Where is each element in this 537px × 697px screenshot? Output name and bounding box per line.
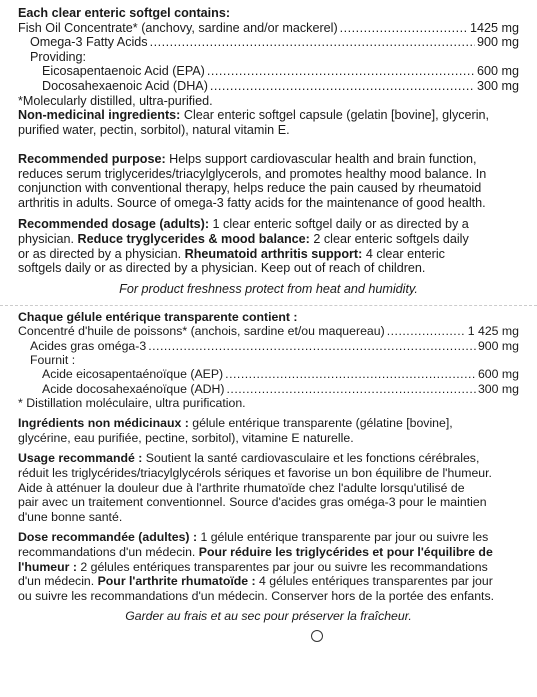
en-ingredient-row <box>18 79 519 94</box>
dosage-text: 4 gélules entériques transparentes par jour <box>255 574 493 589</box>
dosage-text: d'un médecin. <box>18 574 98 589</box>
dosage-sublabel: Rheumatoid arthritis support: <box>184 246 363 261</box>
dosage-sublabel: Pour réduire les triglycérides et pour l'équilibre de <box>198 544 493 559</box>
purpose-text: d'une bonne santé. <box>18 509 123 524</box>
dosage-text: 2 gélules entériques transparentes par jour ou suivre les recommandations <box>76 559 488 574</box>
nonmed-text: purified water, pectin, sorbitol), natural vitamin E. <box>18 122 290 137</box>
dot-leader <box>340 21 468 36</box>
purpose-text: arthritis in adults. Source of omega-3 fatty acids for the maintenance of good health. <box>18 196 486 211</box>
purpose-text: Helps support cardiovascular health and brain function, <box>165 151 477 166</box>
cursor-icon <box>311 630 323 642</box>
dosage-sublabel: l'humeur : <box>18 559 77 574</box>
dot-leader <box>210 79 475 94</box>
dosage-text: ou suivre les recommandations d'un médecin. Conserver hors de la portée des enfants. <box>18 588 495 603</box>
ingredient-label: Acide docosahexaénoïque (ADH) <box>42 381 225 396</box>
dosage-label: Recommended dosage (adults): <box>18 216 210 231</box>
dot-leader <box>148 339 476 353</box>
fr-ingredient-row <box>18 382 519 396</box>
ingredient-value: 600 mg <box>477 367 519 382</box>
purpose-text: Soutient la santé cardiovasculaire et les fonctions cérébrales, <box>142 451 480 466</box>
nonmed-label: Non-medicinal ingredients: <box>18 108 181 123</box>
en-providing-label: Providing: <box>30 49 87 64</box>
dosage-sublabel: Pour l'arthrite rhumatoïde : <box>97 574 256 589</box>
ingredient-label: Concentré d'huile de poissons* (anchois, sardine et/ou maquereau) <box>18 324 385 339</box>
fr-footnote: * Distillation moléculaire, ultra purification. <box>18 395 246 410</box>
en-nonmedicinal <box>18 108 519 138</box>
purpose-text: réduit les triglycérides/triacylglycérols sériques et favorise un bon équilibre de l'humeur. <box>18 465 492 480</box>
dosage-text: 2 clear enteric softgels daily <box>309 231 469 246</box>
ingredient-label: Acide eicosapentaénoïque (AEP) <box>42 367 224 382</box>
purpose-text: reduces serum triglycerides/triacylglycerols, and promotes healthy mood balance. In <box>18 166 487 181</box>
nonmed-label: Ingrédients non médicinaux : <box>18 416 189 431</box>
ingredient-value: 900 mg <box>477 338 519 353</box>
purpose-text: conjunction with conventional therapy, helps reduce the pain caused by rheumatoid <box>18 181 482 196</box>
nonmed-text: glycérine, eau purifiée, pectine, sorbitol), vitamine E naturelle. <box>18 430 354 445</box>
dot-leader <box>225 367 476 381</box>
en-purpose <box>18 152 519 211</box>
ingredient-label: Eicosapentaenoic Acid (EPA) <box>42 64 205 79</box>
fr-provides-label: Fournit : <box>30 353 76 368</box>
fr-freshness-note: Garder au frais et au sec pour préserver la fraîcheur. <box>125 609 412 624</box>
en-footnote: *Molecularly distilled, ultra-purified. <box>18 93 213 108</box>
en-freshness-note: For product freshness protect from heat and humidity. <box>119 282 418 297</box>
dot-leader <box>227 382 476 396</box>
dosage-text: 1 clear enteric softgel daily or as directed by a <box>209 216 469 231</box>
en-ingredient-row <box>18 64 519 79</box>
ingredient-value: 600 mg <box>476 64 519 79</box>
dosage-sublabel: Reduce tryglycerides & mood balance: <box>77 231 310 246</box>
ingredient-label: Docosahexaenoic Acid (DHA) <box>42 78 208 93</box>
ingredient-value: 300 mg <box>476 78 519 93</box>
french-section <box>18 310 519 624</box>
dosage-text: recommandations d'un médecin. <box>18 544 199 559</box>
fr-ingredient-row <box>18 339 519 353</box>
section-divider <box>0 305 537 306</box>
dosage-text: 1 gélule entérique transparente par jour ou suivre les <box>197 530 489 545</box>
en-dosage <box>18 217 519 276</box>
en-ingredient-row <box>18 21 519 36</box>
ingredient-value: 300 mg <box>477 381 519 396</box>
fr-dosage <box>18 530 519 603</box>
dot-leader <box>387 324 466 338</box>
dosage-text: 4 clear enteric <box>362 246 445 261</box>
english-section <box>18 6 519 297</box>
dosage-label: Dose recommandée (adultes) : <box>18 530 198 545</box>
fr-ingredient-row <box>18 367 519 381</box>
ingredient-value: 900 mg <box>476 35 519 50</box>
dosage-text: physician. <box>18 231 78 246</box>
dot-leader <box>150 35 475 50</box>
ingredient-value: 1425 mg <box>469 20 519 35</box>
ingredient-label: Acides gras oméga-3 <box>30 338 147 353</box>
en-ingredient-row <box>18 35 519 50</box>
nonmed-text: Clear enteric softgel capsule (gelatin [bovine], glycerin, <box>180 108 490 123</box>
dosage-text: softgels daily or as directed by a physician. Keep out of reach of children. <box>18 261 426 276</box>
purpose-label: Recommended purpose: <box>18 151 166 166</box>
purpose-text: Aide à atténuer la douleur due à l'arthrite rhumatoïde chez l'adulte lorsqu'utilisé de <box>18 480 465 495</box>
ingredient-label: Fish Oil Concentrate* (anchovy, sardine and/or mackerel) <box>18 20 338 35</box>
fr-ingredient-row <box>18 324 519 338</box>
en-header: Each clear enteric softgel contains: <box>18 6 231 20</box>
fr-nonmedicinal <box>18 416 519 445</box>
dosage-text: or as directed by a physician. <box>18 246 185 261</box>
fr-header: Chaque gélule entérique transparente contient : <box>18 310 298 325</box>
purpose-text: pair avec un traitement conventionnel. Source d'acides gras oméga-3 pour le maintien <box>18 495 487 510</box>
ingredient-label: Omega-3 Fatty Acids <box>30 35 148 50</box>
dot-leader <box>207 64 475 79</box>
fr-purpose <box>18 451 519 524</box>
ingredient-value: 1 425 mg <box>467 324 519 339</box>
nonmed-text: gélule entérique transparente (gélatine [bovine], <box>188 416 453 431</box>
purpose-label: Usage recommandé : <box>18 451 143 466</box>
